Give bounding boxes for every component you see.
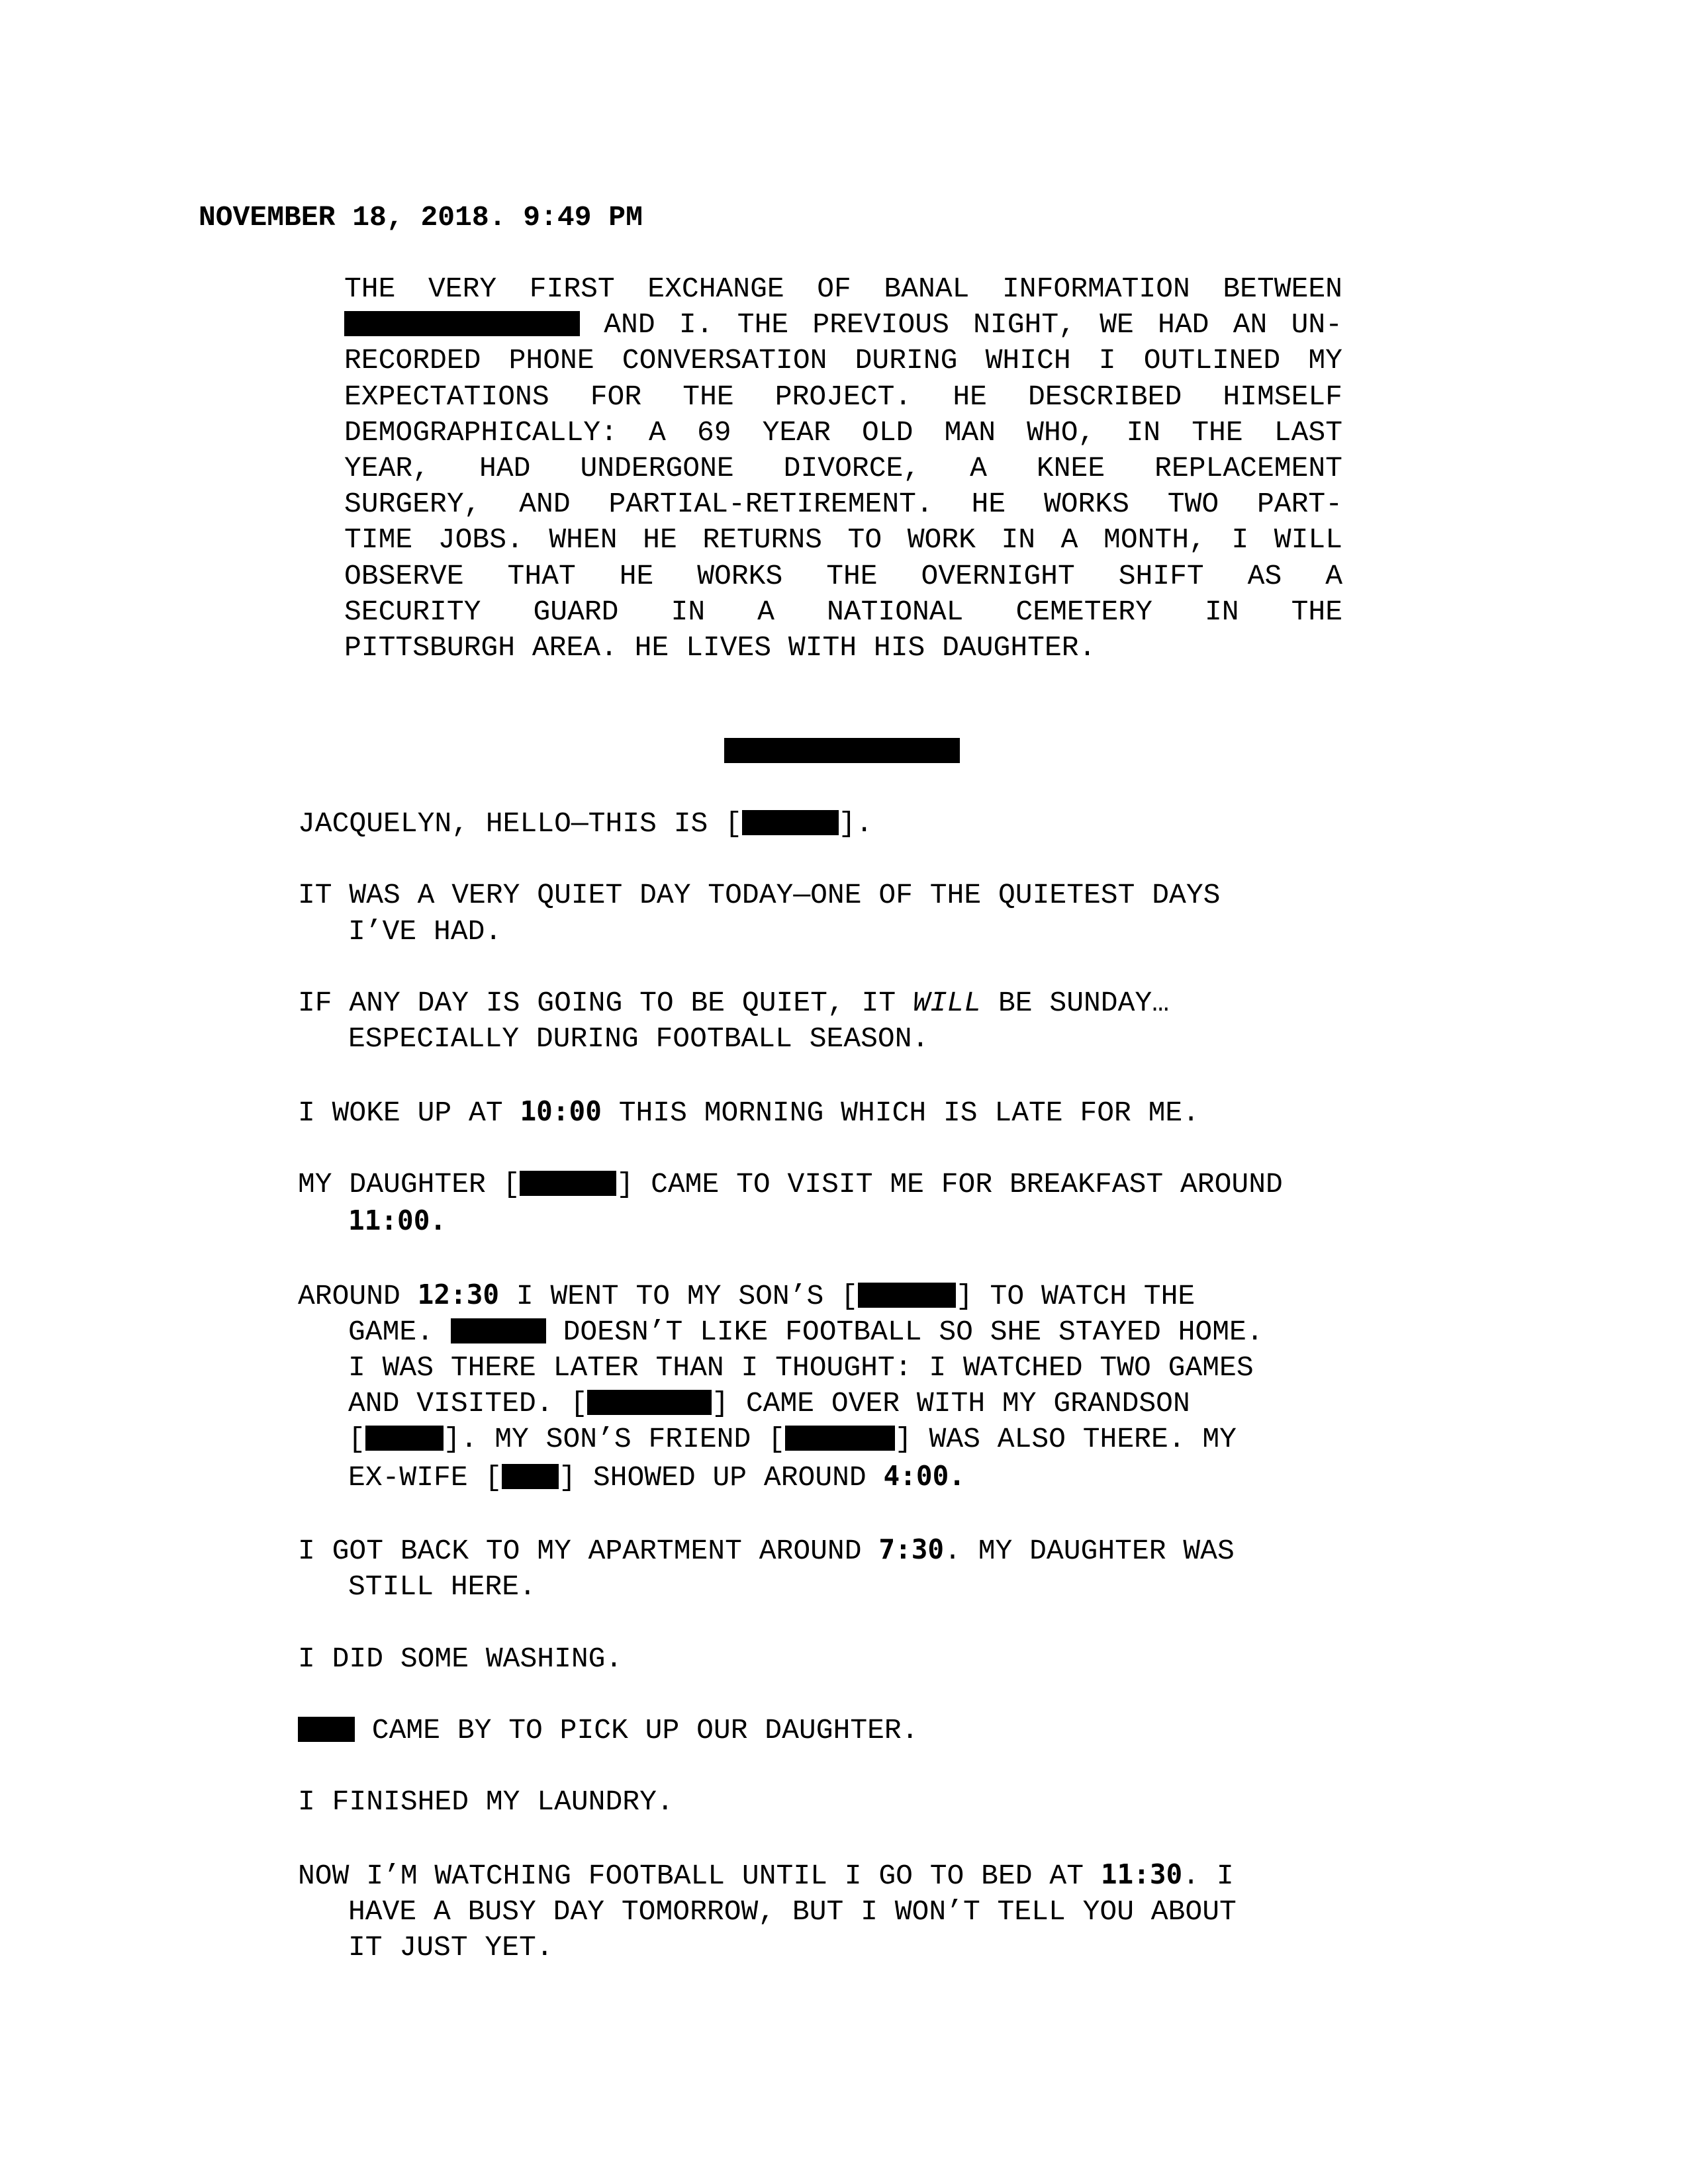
time-text: 11:00 [348,1205,430,1237]
transcript-entry: MY DAUGHTER [ ] CAME TO VISIT ME FOR BREAKFAST AROUND 11:00. [298,1167,1283,1237]
intro-line: EXPECTATIONS FOR THE PROJECT. HE DESCRIBED HIMSELF [344,380,1342,413]
time-text: 7:30 [878,1533,945,1565]
redaction-bar [298,1717,355,1742]
transcript-entry: CAME BY TO PICK UP OUR DAUGHTER. [298,1713,1370,1749]
intro-line: TIME JOBS. WHEN HE RETURNS TO WORK IN A MONTH, I WILL [344,523,1342,557]
intro-line: SURGERY, AND PARTIAL-RETIREMENT. HE WORKS TWO PART- [344,488,1342,521]
emphasis-text: WILL [912,986,982,1019]
intro-line: DEMOGRAPHICALLY: A 69 YEAR OLD MAN WHO, IN THE LAST [344,416,1342,449]
time-text: 4:00 [883,1459,949,1492]
intro-line [344,307,1342,343]
redaction-bar [520,1171,616,1196]
transcript-entry: AROUND 12:30 I WENT TO MY SON’S [ ] TO WATCH THE GAME. DOESN’T LIKE FOOTBALL SO SHE STAYED HOME. I WAS THERE LATER THAN I THOUGHT: I WATCHED TWO GAMES AND VISITED. [ ] CAME OVER WITH MY GRANDSON [ ]. MY SON’S FRIEND [ ] WAS ALSO THERE. MY EX-WIFE [ ] SHOWED UP AROUND 4:00. [298,1278,1264,1494]
redaction-bar [451,1318,546,1343]
time-text: 10:00 [520,1095,602,1127]
intro-paragraph [344,271,1342,666]
redaction-bar [344,311,580,336]
redaction-bar [502,1464,559,1489]
time-text: 12:30 [417,1278,500,1310]
redaction-bar [742,810,839,835]
redaction-bar [858,1283,956,1308]
transcript-entry: JACQUELYN, HELLO—THIS IS [ ]. [298,807,873,840]
transcript-entry: IT WAS A VERY QUIET DAY TODAY—ONE OF THE QUIETEST DAYS I’VE HAD. [298,879,1221,948]
transcript-entry: NOW I’M WATCHING FOOTBALL UNTIL I GO TO BED AT 11:30. I HAVE A BUSY DAY TOMORROW, BUT I WON’T TELL YOU ABOUT IT JUST YET. [298,1858,1237,1964]
redacted-divider-bar [724,738,960,763]
time-text: 11:30 [1100,1858,1183,1890]
transcript-entries [298,806,1370,2002]
redaction-bar [785,1426,895,1451]
redaction-bar [587,1390,712,1415]
transcript-entry: I WOKE UP AT 10:00 THIS MORNING WHICH IS LATE FOR ME. [298,1095,1200,1129]
transcript-entry: I DID SOME WASHING. [298,1642,623,1675]
intro-line-text: AND I. THE PREVIOUS NIGHT, WE HAD AN UN- [580,308,1342,341]
entry-date-heading: NOVEMBER 18, 2018. 9:49 PM [199,201,643,234]
intro-line: YEAR, HAD UNDERGONE DIVORCE, A KNEE REPLACEMENT [344,452,1342,485]
transcript-entry: I GOT BACK TO MY APARTMENT AROUND 7:30. MY DAUGHTER WAS STILL HERE. [298,1533,1235,1604]
redaction-bar [365,1426,444,1451]
intro-line: OBSERVE THAT HE WORKS THE OVERNIGHT SHIFT AS A [344,559,1342,592]
transcript-entry: I FINISHED MY LAUNDRY. [298,1786,674,1819]
transcript-entry: IF ANY DAY IS GOING TO BE QUIET, IT WILL BE SUNDAY… ESPECIALLY DURING FOOTBALL SEASON. [298,986,1170,1056]
intro-line: RECORDED PHONE CONVERSATION DURING WHICH I OUTLINED MY [344,344,1342,377]
intro-line: SECURITY GUARD IN A NATIONAL CEMETERY IN THE [344,595,1342,628]
intro-line: PITTSBURGH AREA. HE LIVES WITH HIS DAUGHTER. [344,631,1096,664]
intro-line: THE VERY FIRST EXCHANGE OF BANAL INFORMATION BETWEEN [344,273,1342,305]
